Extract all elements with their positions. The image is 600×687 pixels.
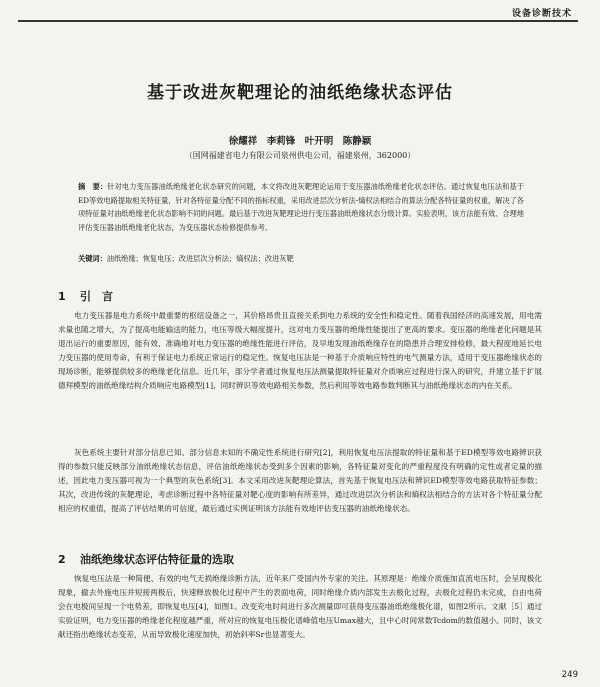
page-number: 249 — [561, 670, 578, 680]
keywords-label: 关键词： — [78, 254, 107, 263]
section-number: 2 — [58, 553, 66, 566]
keywords — [78, 253, 524, 265]
intro-paragraph-2: 灰色系统主要针对部分信息已知、部分信息未知的不确定性系统进行研究[2]，利用恢复电压法提取的特征量和基于ED模型等效电路辨识获得的参数只能反映部分油纸绝缘状态信息，评估油纸绝缘状态受到多个因素的影响，各特征量对变化的严重程度没有明确的定性或者定量的描述，因此电力变压器可视为一个典型的灰色系统[3]。本文采用改进灰靶理论算法，首先基于恢复电压法和辨识ED模型等效电路获取特征参数；其次，改进传统的灰靶理论，考虑诊断过程中各特征量对靶心度的影响有所差异，通过改进层次分析法和熵权法相结合的方法对各个特征量分配相应的权重值，提高了评估结果的可信度，最后通过实例证明该方法能有效地评估变压器的油纸绝缘状态。 — [58, 448, 542, 513]
section-title: 引 言 — [80, 290, 113, 303]
intro-paragraph-1: 电力变压器是电力系统中最重要的枢纽设备之一，其价格昂贵且直接关系到电力系统的安全性和稳定性。随着我国经济的高速发展，用电需求量也随之增大，为了提高电能输送的能力，电压等级大幅度提升，这对电力变压器的绝缘性能提出了更高的要求。变压器的绝缘老化问题是其退出运行的重要原因，能有效、准确地对电力变压器的绝缘性能进行评估，及早地发现油纸绝缘存在的隐患并合理安排检修，最大程度地延长电力变压器的使用寿命，有利于保证电力系统正常运行的稳定性。恢复电压法是一种基于介质响应特性的电气测量方法，适用于变压器绝缘状态的现场诊断，能够提供较多的绝缘老化信息。近几年，部分学者通过恢复电压法测量提取特征量对介质响应过程进行深入的研究，并建立基于扩展德拜模型的油纸绝缘结构介质响应电路模型[1]，同时辨识等效电路相关参数，然后利用等效电路参数判断其与油纸绝缘状态的内在关系。 — [58, 311, 542, 390]
section-number: 1 — [58, 290, 66, 303]
author-list: 徐耀祥 李莉锋 叶开明 陈静颖 — [228, 136, 372, 147]
abstract-text: 针对电力变压器油纸绝缘老化状态研究的问题，本文将改进灰靶理论运用于变压器油纸绝缘老化状态评估。通过恢复电压法和基于ED等效电路提取相关特征量，针对各特征量分配不同的指标权重，采用改进层次分析法-熵权法相结合的算法分配各特征量的权重，解决了各项特征量对油纸绝缘老化状态影响不同的问题。最后基于改进灰靶理论进行变压器油纸绝缘状态分级计算。实验表明，该方法能有效、合理地评估变压器油纸绝缘老化状态，为变压器状态检修提供参考。 — [78, 182, 524, 232]
journal-section-label: 设备诊断技术 — [511, 9, 572, 19]
author-affiliation: （国网福建省电力有限公司泉州供电公司，福建泉州，362000） — [184, 151, 416, 160]
section-title: 油纸绝缘状态评估特征量的选取 — [80, 553, 234, 566]
section-heading-introduction — [58, 288, 113, 304]
section-heading-feature-selection — [58, 551, 234, 567]
paper-title: 基于改进灰靶理论的油纸绝缘状态评估 — [147, 83, 453, 103]
section2-paragraph-1: 恢复电压法是一种简便、有效的电气无损绝缘诊断方法，近年来广受国内外专家的关注。其原理是：绝缘介质施加直流电压时，会呈现极化现象，撤去外施电压并短接两极后，快速释放极化过程中产生的表面电荷，同时绝缘介质内部发生去极化过程，去极化过程仍未完成，自由电荷会在电极间呈现一个电势差，即恢复电压[4]，如图1。改变充电时间进行多次测量即可获得变压器油纸绝缘极化谱，如图2所示。文献［5］通过实验证明，电力变压器的绝缘老化程度越严重，所对应的恢复电压极化谱峰值电压Umax越大，且中心时间常数Tcdom的数值越小。同时，该文献还指出绝缘状态变差，从而导致极化速度加快，初始斜率Sr也显著变大。 — [58, 574, 542, 639]
running-header — [18, 6, 578, 22]
keywords-text: 油纸绝缘；恢复电压；改进层次分析法；熵权法；改进灰靶 — [106, 254, 294, 263]
abstract — [78, 180, 524, 234]
abstract-label: 摘 要： — [78, 182, 108, 191]
